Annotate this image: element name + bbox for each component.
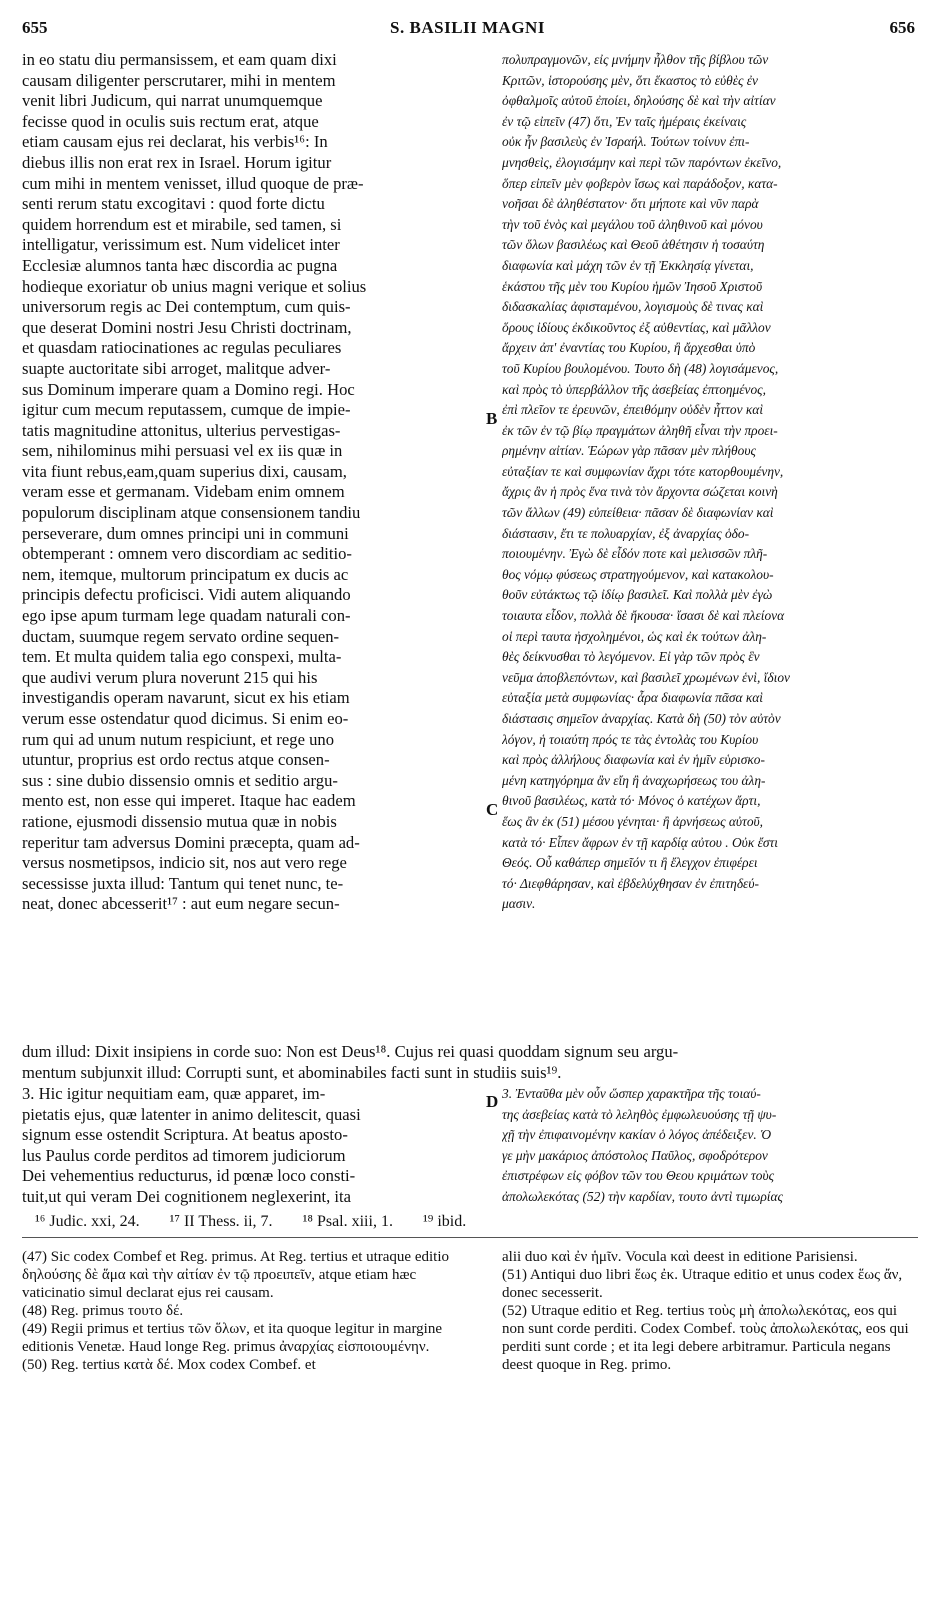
text-line: sus : sine dubio dissensio omnis et seditio argu- (22, 770, 338, 790)
text-line: διάστασιν, ἔτι τε πολυαρχίαν, ἐξ ἀναρχίας ὁδο- (502, 525, 750, 541)
text-line: dum illud: Dixit insipiens in corde suo: Non est Deus¹⁸. Cujus rei quasi quoddam signum seu argu- (22, 1042, 679, 1061)
text-line: μένη κατηγόρημα ἂν εἴη ἢ ἀναχωρήσεως του ἀλη- (502, 772, 766, 788)
text-line: διαφωνία καὶ μάχη τῶν ἐν τῇ Ἐκκλησίᾳ γίνεται, (502, 257, 754, 273)
text-line: Θεός. Οὗ καθάπερ σημεῖόν τι ἢ ἔλεγχον ἐπιφέρει (502, 855, 758, 871)
notes-right (502, 1248, 917, 1374)
running-title: S. BASILII MAGNI (390, 18, 545, 37)
greek-column-section-3 (502, 1084, 917, 1208)
text-line: senti rerum statu excogitavi : quod forte dictu (22, 194, 325, 214)
text-line: ἐκ τῶν ἐν τῷ βίῳ πραγμάτων ἀληθῆ εἶναι τὴν προει- (502, 422, 778, 438)
text-line: quidem horrendum est et mirabile, sed tamen, si (22, 214, 342, 234)
scripture-ref: ¹⁶ Judic. xxi, 24. (35, 1213, 140, 1230)
footnote-divider (22, 1237, 918, 1238)
text-line: nem, itemque, multorum principatum ex ducis ac (22, 564, 349, 584)
page-number-left: 655 (22, 18, 48, 37)
text-line: universorum regis ac Dei contemptum, cum quis- (22, 297, 351, 317)
text-line: mento est, non esse qui imperet. Itaque hac eadem (22, 791, 356, 811)
text-line: verum esse ostendatur quod dicimus. Si enim eo- (22, 709, 349, 728)
latin-column-section-3 (22, 1084, 480, 1208)
text-line: θὲς δείκνυσθαι τὸ λεγόμενον. Εἰ γὰρ τῶν πρὸς ἓν (502, 649, 760, 665)
text-line: sem, nihilominus mihi persuasi vel ex iis quæ in (22, 441, 343, 461)
margin-letter-d: D (486, 1092, 499, 1111)
note: (49) Regii primus et tertius τῶν ὅλων, et ita quoque legitur in margine editionis Venetæ. Haud longe Reg. primus ἀναρχίας εἰσποιουμένην. (22, 1321, 443, 1355)
scripture-ref: ¹⁹ ibid. (422, 1213, 467, 1230)
note: alii duo καὶ ἐν ἡμῖν. Vocula καὶ deest in editione Parisiensi. (502, 1249, 858, 1265)
note: (47) Sic codex Combef et Reg. primus. At Reg. tertius et utraque editio δηλούσης δὲ ἅμα καὶ τὴν αἰτίαν ἐν τῷ προειπεῖν, atque etiam hæc vaticinatio simul declarat ejus rei causam. (22, 1249, 449, 1301)
text-line: ἐν τῷ εἰπεῖν (47) ὅτι, Ἐν ταῖς ἡμέραις ἐκείναις (502, 113, 747, 129)
full-width-lines (22, 1042, 917, 1083)
text-line: 3. Hic igitur nequitiam eam, quæ apparet, im- (22, 1084, 326, 1103)
text-line: τό· Διεφθάρησαν, καὶ ἐβδελύχθησαν ἐν ἐπιτηδεύ- (502, 875, 759, 891)
text-line: populorum disciplinam atque consensionem tandiu (22, 503, 361, 523)
text-line: ductam, suumque regem servato ordine sequen- (22, 626, 340, 646)
text-line: in eo statu diu permansissem, et eam quam dixi (22, 50, 337, 69)
text-line: διάστασις σημεῖον ἀναρχίας. Κατὰ δὴ (50) τὸν αὐτὸν (502, 711, 781, 726)
text-line: ἕως ἂν ἐκ (51) μέσου γένηται· ἢ ἀρνήσεως αὐτοῦ, (502, 813, 764, 829)
text-line: vita fiunt rebus,eam,quam superius dixi, causam, (22, 461, 347, 481)
text-line: venit libri Judicum, qui narrat unumquemque (22, 91, 323, 111)
text-line: εὐταξία μετὰ συμφωνίας· ἆρα διαφωνία πᾶσα καὶ (502, 690, 763, 706)
text-line: utuntur, proprius est ordo rectus atque consen- (22, 750, 330, 770)
text-line: Dei vehementius reducturus, id pœnæ loco consti- (22, 1166, 356, 1186)
text-line: τῶν ὅλων βασιλέως καὶ Θεοῦ ἀθέτησιν ἡ τοσαύτη (502, 237, 765, 253)
greek-column (502, 50, 917, 915)
text-line: Ecclesiæ alumnos tanta hæc discordia ac pugna (22, 255, 338, 275)
text-line: 3. Ἐνταῦθα μὲν οὖν ὥσπερ χαρακτῆρα τῆς τοιαύ- (502, 1086, 761, 1101)
text-line: γε μὴν μακάριος ἀπόστολος Παῦλος, σφοδρότερον (502, 1147, 768, 1163)
text-line: intelligatur, verissimum est. Num videlicet inter (22, 235, 340, 255)
text-line: etiam causam ejus rei declarat, his verbis¹⁶: In (22, 132, 328, 152)
text-line: obtemperant : omnem vero discordiam ac seditio- (22, 544, 352, 564)
text-line: tatis magnitudine attonitus, ulterius pervestigas- (22, 420, 341, 440)
text-line: et quasdam ratiocinationes ac regulas peculiares (22, 338, 342, 358)
text-line: οἱ περὶ ταυτα ἠσχολημένοι, ὡς καὶ ἐκ τούτων ἀλη- (502, 628, 767, 644)
text-line: χῇ τὴν ἐπιφαινομένην κακίαν ὁ λόγος ἀπέδειξεν. Ὁ (502, 1127, 772, 1143)
text-line: ὀφθαλμοῖς αὐτοῦ ἐποίει, δηλούσης δὲ καὶ τὴν αἰτίαν (502, 93, 776, 109)
text-line: καὶ πρὸς τὸ ὑπερβάλλον τῆς ἀσεβείας ἐπτοημένος, (502, 381, 766, 397)
text-line: θος νόμῳ φύσεως στρατηγούμενον, καὶ κατακολου- (502, 566, 774, 582)
text-line: τὴν τοῦ ἑνὸς καὶ μεγάλου τοῦ ἀληθινοῦ καὶ μόνου (502, 216, 763, 232)
text-line: εὐταξίαν τε καὶ συμφωνίαν ἄχρι τότε κατορθουμένην, (502, 463, 784, 479)
text-line: τῶν ἄλλων (49) εὐπείθεια· πᾶσαν δὲ διαφωνίαν καὶ (502, 505, 774, 521)
text-line: que audivi verum plura noverunt 215 qui his (22, 667, 318, 687)
text-line: tuit,ut qui veram Dei cognitionem neglexerint, ita (22, 1186, 352, 1206)
page-number-right: 656 (889, 18, 915, 37)
text-line: καὶ πρὸς ἀλλήλους διαφωνία καὶ ἐν ἡμῖν εὑρισκο- (502, 752, 765, 768)
text-line: ἄχρις ἂν ἡ πρὸς ἕνα τινὰ τὸν ἄρχοντα σώζεται κοινὴ (502, 484, 778, 500)
text-line: perseverare, dum omnes principi uni in communi (22, 523, 349, 543)
scripture-ref: ¹⁸ Psal. xiii, 1. (302, 1213, 393, 1230)
text-line: ρημένην αἰτίαν. Ἑώρων γὰρ πᾶσαν μὲν πλήθους (502, 443, 756, 459)
text-line: reperitur tam adversus Domini præcepta, quam ad- (22, 832, 360, 852)
text-line: ἐπιστρέφων εἰς φόβον τῶν του Θεου κριμάτων τοὺς (502, 1168, 775, 1184)
text-line: fecisse quod in oculis suis rectum erat, atque (22, 111, 319, 131)
text-line: μασιν. (502, 896, 536, 912)
text-line: sus Dominum imperare quam a Domino regi. Hoc (22, 379, 355, 399)
text-line: νεῦμα ἀποβλεπόντων, καὶ βασιλεῖ χρωμένων ἑνὶ, ἴδιον (502, 669, 790, 685)
text-line: cum mihi in mentem venisset, illud quoque de præ- (22, 173, 364, 193)
text-line: τοῦ Κυρίου βουλομένου. Τουτο δὴ (48) λογισάμενος, (502, 360, 779, 376)
text-line: ἀπολωλεκότας (52) τὴν καρδίαν, τουτο ἀντὶ τιμωρίας (502, 1188, 783, 1204)
text-line: τοιαυτα εἶδον, πολλὰ δὲ ἤκουσα· ἴσασι δὲ καὶ πλείονα (502, 608, 785, 624)
text-line: της ἀσεβείας κατὰ τὸ λεληθὸς ἐμφωλευούσης τῇ ψυ- (502, 1106, 777, 1122)
scripture-references (35, 1213, 915, 1231)
text-line: neat, donec abcesserit¹⁷ : aut eum negare secun- (22, 894, 340, 914)
text-line: secessisse juxta illud: Tantum qui tenet nunc, te- (22, 873, 344, 893)
text-line: tem. Et multa quidem talia ego conspexi, multa- (22, 647, 342, 667)
text-line: ὅπερ εἰπεῖν μὲν φοβερὸν ἴσως καὶ παράδοξον, κατα- (502, 175, 778, 191)
text-line: ἑκάστου τῆς μὲν του Κυρίου ἡμῶν Ἰησοῦ Χριστοῦ (502, 278, 763, 294)
text-line: ὅρους ἰδίους ἐκδικοῦντος ἐξ αὐθεντίας, καὶ μᾶλλον (502, 319, 771, 335)
note: (48) Reg. primus τουτο δέ. (22, 1303, 184, 1319)
text-line: οὐκ ἦν βασιλεὺς ἐν Ἰσραήλ. Τούτων τοίνυν ἐπι- (502, 134, 750, 150)
text-line: ἐπὶ πλεῖον τε ἐρευνῶν, ἐπειθόμην οὐδὲν ἧττον καὶ (502, 402, 764, 418)
text-line: pietatis ejus, quæ latenter in animo delitescit, quasi (22, 1104, 361, 1124)
text-line: πολυπραγμονῶν, εἰς μνήμην ἦλθον τῆς βίβλου τῶν (502, 52, 769, 67)
margin-letter-c: C (486, 800, 499, 819)
text-line: μνησθεὶς, ἐλογισάμην καὶ περὶ τῶν παρόντων ἐκεῖνο, (502, 154, 782, 170)
text-line: θινοῦ βασιλέως, κατὰ τό· Μόνος ὁ κατέχων ἄρτι, (502, 793, 761, 809)
text-line: suapte auctoritate sibi arroget, malitque adver- (22, 358, 331, 378)
text-line: hodieque exoriatur ob unius magni verique et solius (22, 276, 367, 296)
text-line: causam diligenter perscrutarer, mihi in mentem (22, 70, 336, 90)
text-line: que deserat Domini nostri Jesu Christi doctrinam, (22, 317, 352, 337)
scripture-ref: ¹⁷ II Thess. ii, 7. (169, 1213, 273, 1230)
text-line: διδασκαλίας ἀφισταμένου, λογισμοὺς δὲ τινας καὶ (502, 299, 764, 315)
note: (50) Reg. tertius κατὰ δέ. Mox codex Combef. et (22, 1357, 316, 1373)
text-line: κατὰ τό· Εἶπεν ἄφρων ἐν τῇ καρδίᾳ αὐτου . Οὐκ ἔστι (502, 834, 778, 850)
text-line: lus Paulus corde perditos ad timorem judiciorum (22, 1145, 346, 1165)
text-line: ἄρχειν ἀπ' ἐναντίας του Κυρίου, ἢ ἄρχεσθαι ὑπὸ (502, 340, 756, 356)
text-line: ego ipse apum turmam lege quadam naturali con- (22, 606, 351, 626)
text-line: versus nosmetipsos, indicio sit, nos aut vero rege (22, 853, 347, 873)
notes-left (22, 1248, 480, 1374)
text-line: ποιουμένην. Ἐγὼ δὲ εἶδόν ποτε καὶ μελισσῶν πλῆ- (502, 546, 768, 562)
text-line: rum qui ad unum nutum respiciunt, et rege uno (22, 729, 334, 749)
text-line: ratione, ejusmodi dissensio mutua quæ in nobis (22, 811, 337, 831)
text-line: principis defectu proficisci. Vidi autem aliquando (22, 585, 351, 605)
text-line: Κριτῶν, ἱστορούσης μὲν, ὅτι ἕκαστος τὸ εὐθὲς ἐν (502, 72, 758, 88)
margin-letter-b: B (486, 409, 498, 428)
note: (51) Antiqui duo libri ἕως ἐκ. Utraque editio et unus codex ἕως ἄν, donec secesserit. (502, 1267, 903, 1301)
text-line: λόγον, ἡ τοιαύτη πρός τε τὰς ἐντολὰς του Κυρίου (502, 731, 759, 747)
text-line: igitur cum mecum reputassem, cumque de impie- (22, 400, 351, 420)
note: (52) Utraque editio et Reg. tertius τοὺς μὴ ἀπολωλεκότας, eos qui non sunt corde perditi. Codex Combef. τοὺς ἀπολωλεκότας, eos qui perditi sunt corde ; et ita legi debere arbitramur. Particula negans deest quoque in Reg. primo. (502, 1303, 909, 1373)
text-line: θοῦν εὐτάκτως τῷ ἰδίῳ βασιλεῖ. Καὶ πολλὰ μὲν ἐγὼ (502, 587, 773, 603)
text-line: investigandis operam navarunt, sicut ex his etiam (22, 688, 350, 708)
text-line: mentum subjunxit illud: Corrupti sunt, et abominabiles facti sunt in studiis suis¹⁹. (22, 1062, 562, 1082)
latin-column (22, 50, 480, 915)
text-line: signum esse ostendit Scriptura. At beatus aposto- (22, 1125, 348, 1145)
text-line: diebus illis non erat rex in Israel. Horum igitur (22, 152, 332, 172)
text-line: νοῆσαι δὲ ἀληθέστατον· ὅτι μήποτε καὶ νῦν παρὰ (502, 196, 759, 212)
text-line: veram esse et germanam. Videbam enim omnem (22, 482, 345, 502)
